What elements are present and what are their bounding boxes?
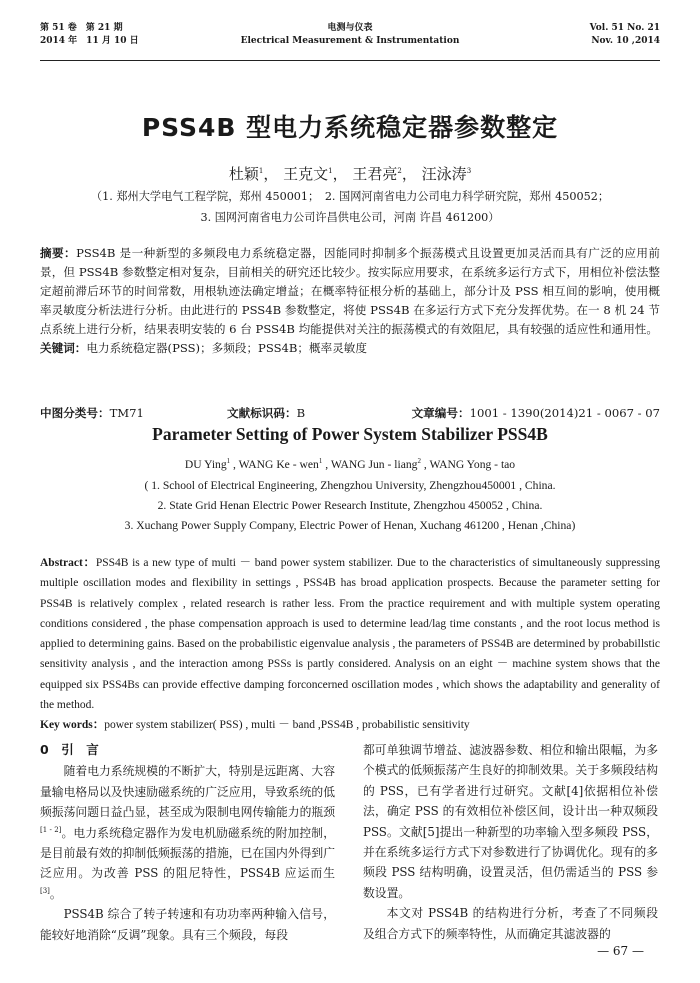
citation: [3]	[40, 886, 50, 895]
author-name: DU Ying	[184, 458, 227, 471]
article-number	[412, 405, 660, 421]
paragraph-text: 。电力系统稳定器作为发电机励磁系统的附加控制，是目前最有效的抑制低频振荡的措施，已在国内外得到广泛应用。为改善 PSS 的阻尼特性，PSS4B 应运而生	[40, 825, 335, 881]
paragraph-text: 随着电力系统规模的不断扩大，特别是远距离、大容量输电格局以及快速励磁系统的广泛应用，导致系统的低频振荡问题日益凸显，甚至成为限制电网传输能力的瓶颈	[40, 764, 335, 820]
author-1	[229, 165, 279, 183]
volume-issue-en: Vol. 51 No. 21	[589, 23, 660, 33]
title-en: Parameter Setting of Power System Stabilizer PSS4B	[152, 424, 548, 444]
clc-label: 中图分类号：	[40, 406, 110, 420]
abstract-cn-text: PSS4B 是一种新型的多频段电力系统稳定器，因能同时抑制多个振荡模式且设置更加灵活而具有广泛的应用前景，但 PSS4B 参数整定相对复杂，目前相关的研究还比较少。按实际应用要求，在系统多运行方式下，用相位补偿法整定超前滞后环节的时间常数，用根轨迹法确定增益；在概率特征根分析的基础上，部分计及 PSS 相互间的影响，使用概率灵敏度分析法进行分析。由此进行的 PSS4B 参数整定，将使 PSS4B 在多运行方式下充分发挥优势。在一 8 机 24 节点系统上进行分析，结果表明安装的 6 台 PSS4B 均能提供对关注的振荡模式的有效阻尼，具有较强的适应性和通用性。	[40, 246, 660, 336]
keywords-cn-label: 关键词：	[40, 341, 87, 355]
article-number-value: 1001 - 1390(2014)21 - 0067 - 07	[469, 406, 660, 420]
affiliation-line: 3. Xuchang Power Supply Company, Electric Power of Henan, Xuchang 461200 , Henan ,China)	[124, 519, 576, 532]
abstract-en-text: PSS4B is a new type of multi － band power system stabilizer. Due to the characteristics of simultaneously suppressing multiple oscillation modes and flexibility in settings , PSS4B has broad application prospects. Because the parameter setting for PSS4B is relatively complex , related research is rather less. From the practice requirement and with multiple system operating conditions considered , the phase compensation approach is used to determine lead/lag time constants , and the root locus method is applied to determining gains. Based on the probabilistic eigenvalue analysis , the parameters of PSS4B are determined by probabillstic sensitivity analysis , and the interaction among PSSs is partly considered. Analysis on an eight － machine system shows that the equipped six PSS4Bs can provide effective damping forconcerned oscillation modes , which shows the adaptability and generality of the method.	[40, 557, 660, 712]
author-name: 王克文	[283, 165, 329, 183]
author-mark: 1	[258, 167, 264, 175]
keywords-cn	[40, 339, 660, 358]
author-sep: ，	[332, 165, 348, 183]
abstract-en-body	[40, 553, 660, 715]
page-number: — 67 —	[597, 944, 644, 958]
document-code	[227, 405, 305, 421]
authors-en	[40, 458, 660, 471]
author-name: WANG Ke - wen	[238, 458, 319, 471]
author-mark: 2	[417, 457, 421, 466]
header-rule	[40, 60, 660, 61]
author-mark: 1	[318, 457, 323, 466]
body-column-left	[40, 740, 335, 945]
author-4	[422, 165, 471, 183]
author-name: WANG Jun - liang	[330, 458, 418, 471]
author-name: WANG Yong - tao	[429, 458, 516, 471]
keywords-cn-text: 电力系统稳定器(PSS)；多频段；PSS4B；概率灵敏度	[86, 341, 367, 355]
author-name: 汪泳涛	[421, 165, 467, 183]
paragraph: 本文对 PSS4B 的结构进行分析，考查了不同频段及组合方式下的频率特性，从而确定其滤波器的	[363, 906, 658, 941]
clc-number	[40, 405, 144, 421]
author-name: 杜颖	[228, 165, 259, 183]
body-column-right	[363, 740, 658, 944]
abstract-en	[40, 553, 660, 736]
author-sep: ，	[401, 165, 417, 183]
document-code-value: B	[296, 406, 306, 420]
journal-name-cn: 电测与仪表	[327, 23, 373, 33]
journal-name	[40, 22, 660, 48]
author-3	[352, 165, 417, 183]
abstract-cn-label: 摘要：	[40, 246, 77, 260]
affiliation-line: （1. 郑州大学电气工程学院，郑州 450001； 2. 国网河南省电力公司电力科学研究院，郑州 450052；	[90, 190, 610, 203]
author-2	[283, 165, 348, 183]
document-code-label: 文献标识码：	[227, 406, 297, 420]
affiliations-en	[40, 476, 660, 536]
author-sep: ，	[263, 165, 279, 183]
volume-issue: 第 51 卷 第 21 期	[40, 23, 123, 33]
citation: [1 - 2]	[40, 825, 62, 834]
abstract-cn	[40, 244, 660, 358]
affiliations-cn	[40, 186, 660, 228]
issue-date: 2014 年 11 月 10 日	[40, 36, 139, 46]
author-sep: ,	[420, 458, 427, 471]
article-number-label: 文章编号：	[411, 406, 470, 420]
journal-name-en: Electrical Measurement & Instrumentation	[240, 36, 460, 46]
abstract-cn-body	[40, 244, 660, 339]
affiliation-line: ( 1. School of Electrical Engineering, Zhengzhou University, Zhengzhou450001 , China.	[144, 479, 556, 492]
title-cn: PSS4B 型电力系统稳定器参数整定	[141, 113, 559, 142]
author-mark: 1	[226, 457, 231, 466]
keywords-en-text: power system stabilizer( PSS) , multi － band ,PSS4B , probabilistic sensitivity	[104, 719, 470, 732]
author-name: 王君亮	[352, 165, 398, 183]
author-sep: ,	[230, 458, 239, 471]
issue-date-en: Nov. 10 ,2014	[591, 36, 660, 46]
paragraph	[40, 761, 335, 904]
affiliation-line: 3. 国网河南省电力公司许昌供电公司，河南 许昌 461200）	[200, 211, 500, 224]
author-sep: ,	[322, 458, 331, 471]
classification-row	[40, 405, 660, 424]
paragraph: 都可单独调节增益、滤波器参数、相位和输出限幅，为多个模式的低频振荡产生良好的抑制效果。关于多频段结构的 PSS，已有学者进行过研究。文献[4]依据相位补偿法，确定 PSS 的有效相位补偿区间，设计出一种双频段 PSS。文献[5]提出一种新型的功率输入型多频段 PSS，并在系统多运行方式下对参数进行了协调优化。现有的多频段 PSS 结构明确，设置灵活，但仍需适当的 PSS 参数设置。	[363, 743, 658, 900]
issue-info-en	[590, 22, 660, 48]
section-heading: 0 引 言	[40, 742, 99, 757]
paragraph: PSS4B 综合了转子转速和有功功率两种输入信号，能较好地消除“反调”现象。具有三个频段，每段	[40, 907, 335, 942]
paragraph-text: 。	[49, 886, 62, 901]
keywords-en-label: Key words：	[40, 719, 105, 732]
author-mark: 3	[466, 167, 472, 175]
author-mark: 1	[328, 167, 333, 175]
clc-value: TM71	[109, 406, 144, 420]
keywords-en	[40, 715, 660, 735]
running-header	[40, 22, 660, 58]
abstract-en-label: Abstract：	[40, 557, 96, 569]
author-mark: 2	[397, 167, 402, 175]
authors-cn	[40, 163, 660, 184]
affiliation-line: 2. State Grid Henan Electric Power Research Institute, Zhengzhou 450052 , China.	[157, 499, 543, 512]
